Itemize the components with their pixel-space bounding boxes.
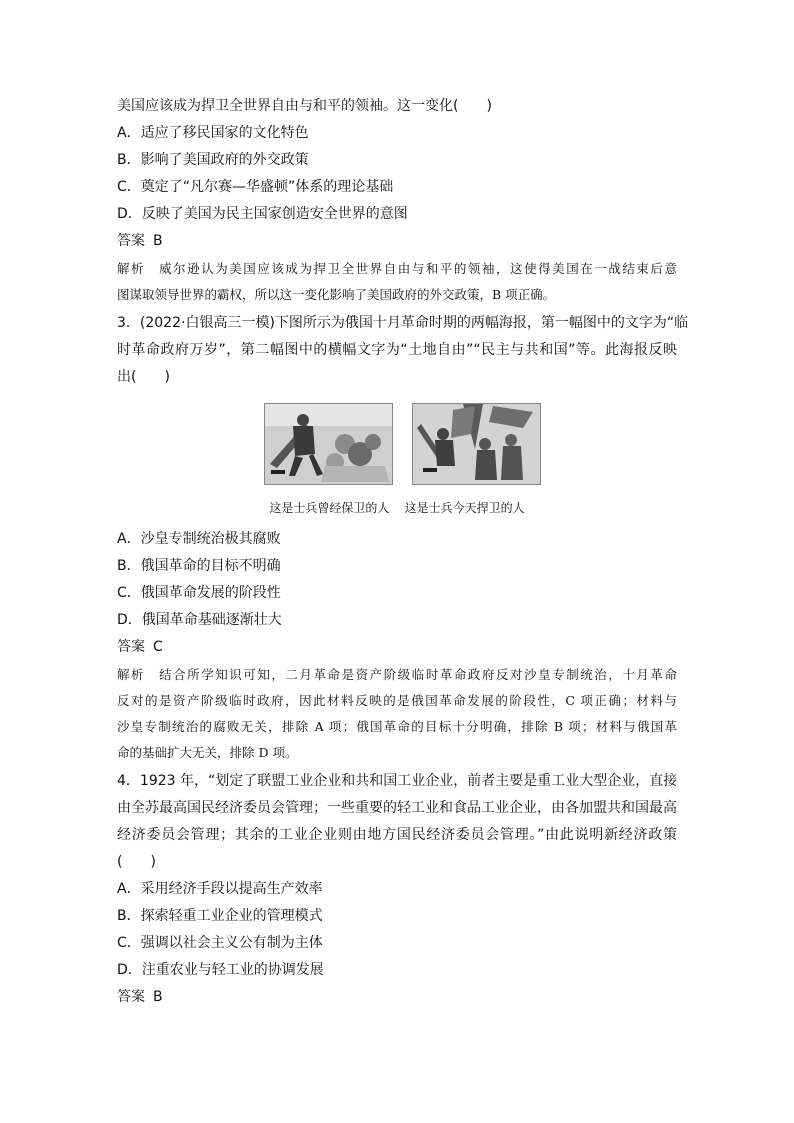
q2-option-b: B．影响了美国政府的外交政策 xyxy=(117,152,309,168)
poster-image-2 xyxy=(412,403,541,485)
q2-explanation-line-1 xyxy=(117,259,677,279)
explanation-label: 解析 xyxy=(117,667,146,682)
answer-value: B xyxy=(153,233,163,249)
explanation-text: 结合所学知识可知，二月革命是资产阶级临时革命政府反对沙皇专制统治，十月革命 xyxy=(159,667,677,682)
q2-option-c: C．奠定了“凡尔赛—华盛顿”体系的理论基础 xyxy=(117,179,394,195)
q3-option-b: B．俄国革命的目标不明确 xyxy=(117,558,281,574)
q3-option-d: D．俄国革命基础逐渐壮大 xyxy=(117,612,282,628)
answer-label: 答案 xyxy=(117,639,145,655)
answer-value: C xyxy=(153,639,163,655)
q4-option-b: B．探索轻重工业企业的管理模式 xyxy=(117,908,323,924)
q4-stem-line-3: 经济委员会管理；其余的工业企业则由地方国民经济委员会管理。”由此说明新经济政策 xyxy=(117,827,677,843)
q3-stem-line-1: 3．(2022·白银高三一模)下图所示为俄国十月革命时期的两幅海报，第一幅图中的文字为“临 xyxy=(117,315,689,331)
q4-answer xyxy=(117,987,163,1007)
q3-answer xyxy=(117,637,163,657)
q2-explanation-line-2: 图谋取领导世界的霸权，所以这一变化影响了美国政府的外交政策，B 项正确。 xyxy=(117,287,556,302)
q3-explanation-line-3: 沙皇专制统治的腐败无关，排除 A 项；俄国革命的目标十分明确，排除 B 项；材料与俄国革 xyxy=(117,719,677,734)
answer-value: B xyxy=(153,989,163,1005)
q2-option-a: A．适应了移民国家的文化特色 xyxy=(117,125,309,141)
figure-caption: 这是士兵曾经保卫的人 这是士兵今天捍卫的人 xyxy=(269,501,525,515)
answer-label: 答案 xyxy=(117,233,145,249)
q4-stem-line-4: ( ) xyxy=(117,854,156,870)
explanation-text: 威尔逊认为美国应该成为捍卫全世界自由与和平的领袖，这使得美国在一战结束后意 xyxy=(159,261,677,276)
q3-option-a: A．沙皇专制统治极其腐败 xyxy=(117,531,281,547)
q2-answer xyxy=(117,231,163,251)
explanation-label: 解析 xyxy=(117,261,146,276)
q4-option-c: C．强调以社会主义公有制为主体 xyxy=(117,935,323,951)
q4-stem-line-2: 由全苏最高国民经济委员会管理；一些重要的轻工业和食品工业企业，由各加盟共和国最高 xyxy=(117,800,677,816)
poster-image-1 xyxy=(264,403,393,485)
q4-stem-line-1: 4．1923 年，“划定了联盟工业企业和共和国工业企业，前者主要是重工业大型企业，直接 xyxy=(117,773,678,789)
answer-label: 答案 xyxy=(117,989,145,1005)
q3-stem-line-2: 时革命政府万岁”，第二幅图中的横幅文字为“土地自由”“民主与共和国”等。此海报反映 xyxy=(117,342,677,358)
q3-explanation-line-4: 命的基础扩大无关，排除 D 项。 xyxy=(117,745,298,760)
q3-option-c: C．俄国革命发展的阶段性 xyxy=(117,585,281,601)
q3-explanation-line-1 xyxy=(117,665,677,685)
q4-option-d: D．注重农业与轻工业的协调发展 xyxy=(117,962,324,978)
q4-option-a: A．采用经济手段以提高生产效率 xyxy=(117,881,323,897)
q3-stem-line-3: 出( ) xyxy=(117,369,170,385)
q2-option-d: D．反映了美国为民主国家创造安全世界的意图 xyxy=(117,206,408,222)
q2-stem-tail: 美国应该成为捍卫全世界自由与和平的领袖。这一变化( ) xyxy=(117,98,492,114)
q3-explanation-line-2: 反对的是资产阶级临时政府，因此材料反映的是俄国革命发展的阶段性，C 项正确；材料与 xyxy=(117,693,677,708)
